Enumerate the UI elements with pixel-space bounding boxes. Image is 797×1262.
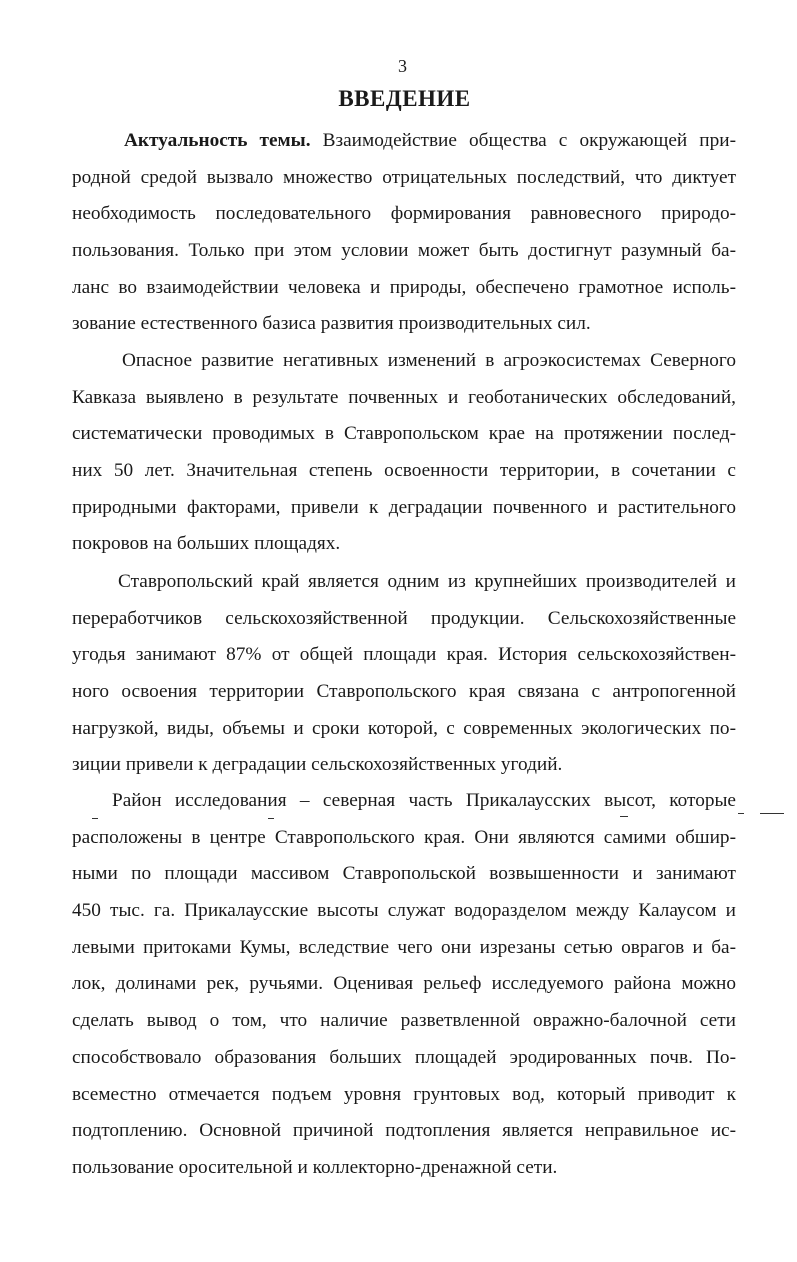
text-line: зование естественного базиса развития производительных сил. bbox=[72, 313, 591, 335]
paragraph-relevance bbox=[72, 123, 736, 343]
text-line: переработчиков сельскохозяйственной продукции. Сельскохозяйственные bbox=[72, 607, 736, 629]
text-line: систематически проводимых в Ставропольском крае на протяжении послед- bbox=[72, 423, 736, 445]
text-line: родной средой вызвало множество отрицательных последствий, что диктует bbox=[72, 166, 736, 188]
text-line: Ставропольский край является одним из крупнейших производителей и bbox=[118, 571, 736, 592]
text-line: лок, долинами рек, ручьями. Оценивая рельеф исследуемого района можно bbox=[72, 973, 736, 995]
text-line: Район исследования – северная часть Прикалаусских высот, которые bbox=[112, 790, 736, 811]
text-line: Опасное развитие негативных изменений в агроэкосистемах Северного bbox=[122, 350, 736, 371]
scan-mark bbox=[92, 818, 98, 819]
text-line: нагрузкой, виды, объемы и сроки которой, с современных экологических по- bbox=[72, 717, 736, 739]
text-line: расположены в центре Ставропольского края. Они являются самими обшир- bbox=[72, 826, 736, 848]
paragraph-study-area bbox=[72, 783, 736, 1187]
text-line: пользования. Только при этом условии может быть достигнут разумный ба- bbox=[72, 240, 736, 262]
text-line: покровов на больших площадях. bbox=[72, 533, 341, 555]
text-line: пользование оросительной и коллекторно-дренажной сети. bbox=[72, 1156, 558, 1178]
text-line: необходимость последовательного формирования равновесного природо- bbox=[72, 203, 736, 225]
text-line: 450 тыс. га. Прикалаусские высоты служат водоразделом между Калаусом и bbox=[72, 900, 736, 922]
text-line: них 50 лет. Значительная степень освоенности территории, в сочетании с bbox=[72, 460, 736, 482]
page-number: 3 bbox=[398, 56, 407, 76]
text-line: ного освоения территории Ставропольского края связана с антропогенной bbox=[72, 681, 736, 703]
text-line: угодья занимают 87% от общей площади края. История сельскохозяйствен- bbox=[72, 644, 736, 666]
paragraph-stavropol-region bbox=[72, 564, 736, 784]
text-line: природными факторами, привели к деградации почвенного и растительного bbox=[72, 496, 736, 518]
text-line: Актуальность темы. Взаимодействие общества с окружающей при- bbox=[124, 130, 737, 151]
paragraph-negative-changes bbox=[72, 343, 736, 563]
text-line: зиции привели к деградации сельскохозяйственных угодий. bbox=[72, 754, 563, 776]
text-line: сделать вывод о том, что наличие разветвленной овражно-балочной сети bbox=[72, 1010, 736, 1032]
text-line: подтоплению. Основной причиной подтопления является неправильное ис- bbox=[72, 1120, 736, 1142]
lead-bold-text: Актуальность темы. bbox=[124, 130, 311, 151]
scan-mark bbox=[738, 813, 744, 814]
scan-mark bbox=[268, 818, 274, 819]
text-line: всеместно отмечается подъем уровня грунтовых вод, который приводит к bbox=[72, 1083, 736, 1105]
text-line: Кавказа выявлено в результате почвенных и геоботанических обследований, bbox=[72, 386, 736, 408]
section-heading: ВВЕДЕНИЕ bbox=[338, 86, 471, 111]
text-line: ными по площади массивом Ставропольской возвышенности и занимают bbox=[72, 863, 736, 885]
scan-mark bbox=[760, 813, 784, 814]
text-line: способствовало образования больших площадей эродированных почв. По- bbox=[72, 1046, 736, 1068]
text-line: левыми притоками Кумы, вследствие чего они изрезаны сетью оврагов и ба- bbox=[72, 936, 736, 958]
scan-mark bbox=[620, 816, 628, 817]
text-line: ланс во взаимодействии человека и природы, обеспечено грамотное исполь- bbox=[72, 276, 736, 298]
